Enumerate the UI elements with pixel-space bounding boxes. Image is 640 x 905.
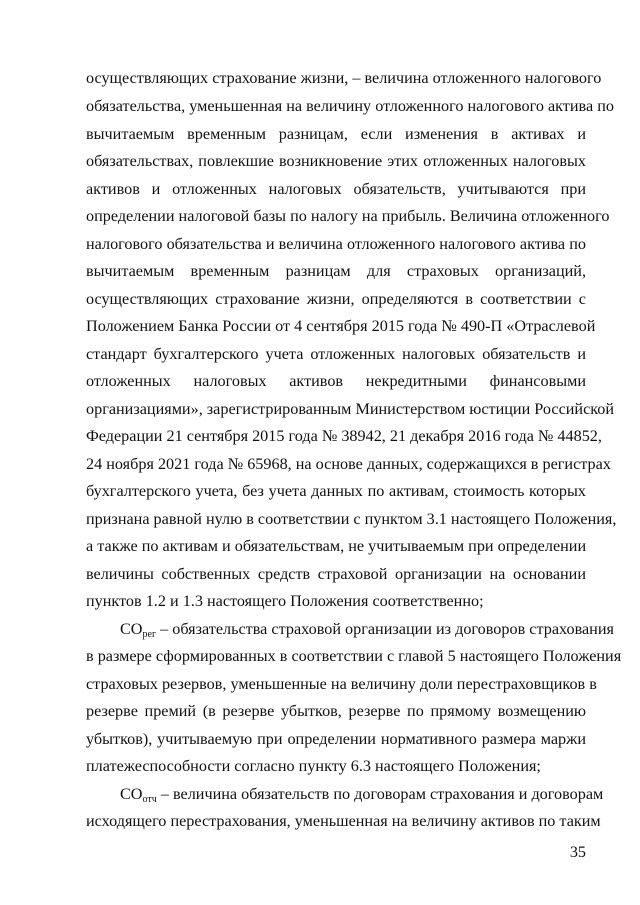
text-line: осуществляющих страхование жизни, – величина отложенного налогового [86, 69, 602, 87]
text-line: вычитаемым временным разницам для страховых организаций, [86, 262, 586, 280]
text-line: признана равной нулю в соответствии с пунктом 3.1 настоящего Положения, [86, 510, 617, 528]
paragraph-first-line [120, 784, 604, 810]
text-line: обязательства, уменьшенная на величину отложенного налогового актива по [86, 97, 614, 115]
text-fragment: – величина обязательств по договорам страхования и договорам [156, 785, 604, 803]
text-line: бухгалтерского учета, без учета данных по активам, стоимость которых [86, 482, 586, 500]
text-line: Положением Банка России от 4 сентября 2015 года № 490-П «Отраслевой [86, 317, 596, 335]
text-line: вычитаемым временным разницам, если изменения в активах и [86, 125, 586, 143]
text-line: осуществляющих страхование жизни, определяются в соответствии с [86, 290, 586, 308]
paragraph-first-line [120, 619, 614, 645]
text-line: налогового обязательства и величина отложенного налогового актива по [86, 235, 586, 253]
formula-subscript: отч [142, 794, 157, 805]
text-line: исходящего перестрахования, уменьшенная на величину активов по таким [86, 812, 601, 830]
formula-symbol: CO [120, 620, 143, 638]
text-line: в размере сформированных в соответствии с главой 5 настоящего Положения [86, 647, 622, 665]
formula-subscript: рег [142, 629, 157, 640]
text-line: обязательствах, повлекшие возникновение этих отложенных налоговых [86, 152, 586, 170]
text-line: активов и отложенных налоговых обязательств, учитываются при [86, 180, 586, 198]
text-line: стандарт бухгалтерского учета отложенных налоговых обязательств и [86, 345, 586, 363]
text-fragment: – обязательства страховой организации из договоров страхования [156, 620, 614, 638]
formula-symbol: CO [120, 785, 143, 803]
text-line: резерве премий (в резерве убытков, резерве по прямому возмещению [86, 702, 586, 720]
text-line: определении налоговой базы по налогу на прибыль. Величина отложенного [86, 207, 610, 225]
text-line: организациями», зарегистрированным Министерством юстиции Российской [86, 400, 615, 418]
page-number: 35 [569, 843, 586, 861]
text-line: пунктов 1.2 и 1.3 настоящего Положения соответственно; [86, 592, 484, 610]
text-line: Федерации 21 сентября 2015 года № 38942, 21 декабря 2016 года № 44852, [86, 427, 602, 445]
text-line: убытков), учитываемую при определении нормативного размера маржи [86, 730, 586, 748]
text-line: страховых резервов, уменьшенные на величину доли перестраховщиков в [86, 675, 597, 693]
text-line: 24 ноября 2021 года № 65968, на основе данных, содержащихся в регистрах [86, 455, 611, 473]
text-line: платежеспособности согласно пункту 6.3 настоящего Положения; [86, 757, 541, 775]
text-line: величины собственных средств страховой организации на основании [86, 565, 586, 583]
text-line: а также по активам и обязательствам, не учитываемым при определении [86, 537, 587, 555]
text-line: отложенных налоговых активов некредитными финансовыми [86, 372, 586, 390]
